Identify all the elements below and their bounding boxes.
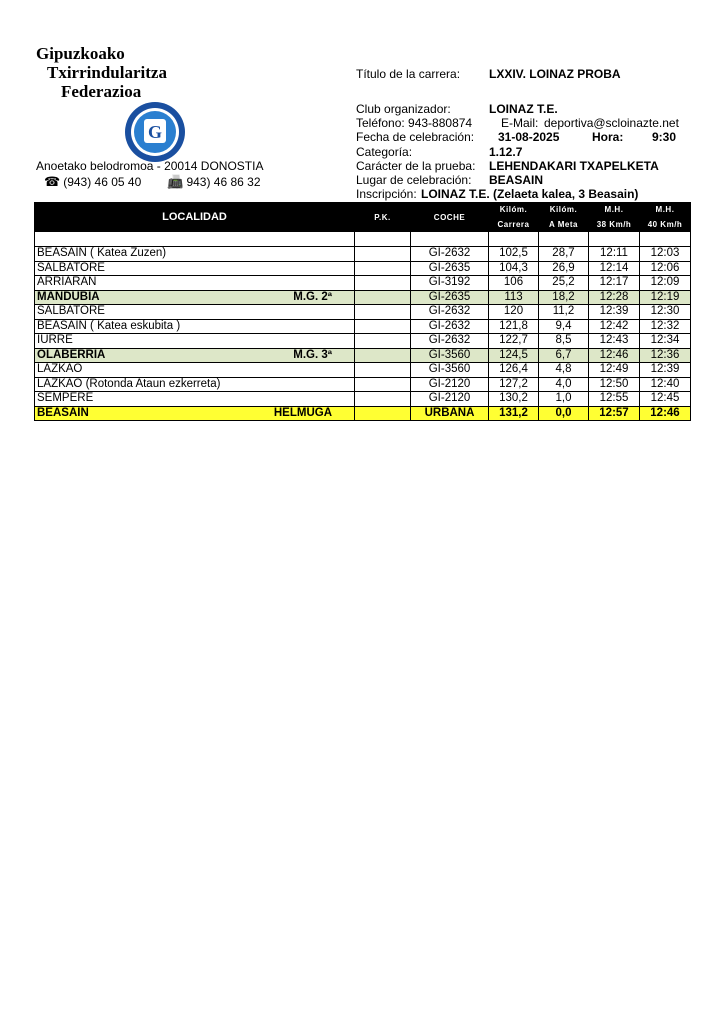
cell-mh40: 12:09 xyxy=(640,276,691,291)
localidad-note: M.G. 2ª xyxy=(293,290,332,303)
header-mh38-1: M.H. xyxy=(589,203,640,218)
cell-km-carrera: 130,2 xyxy=(489,392,539,407)
cell-km-meta: 26,9 xyxy=(539,261,589,276)
cell-mh40: 12:19 xyxy=(640,290,691,305)
title-value: LXXIV. LOINAZ PROBA xyxy=(489,67,621,81)
localidad-name: BEASAIN ( Katea Zuzen) xyxy=(37,247,167,260)
fax-number: 943) 46 86 32 xyxy=(186,175,261,189)
table-row xyxy=(35,276,691,291)
table-row xyxy=(35,305,691,320)
cell-localidad xyxy=(35,363,355,378)
hour-label: Hora: xyxy=(592,130,624,144)
cell-mh38: 12:50 xyxy=(589,377,640,392)
cell-km-carrera: 127,2 xyxy=(489,377,539,392)
cell-km-meta: 0,0 xyxy=(539,406,589,421)
cell-mh40: 12:34 xyxy=(640,334,691,349)
cell-pk xyxy=(355,377,411,392)
category-value: 1.12.7 xyxy=(489,145,523,159)
cell-localidad xyxy=(35,348,355,363)
cell-km-carrera: 131,2 xyxy=(489,406,539,421)
cell-coche: GI-2120 xyxy=(411,377,489,392)
cell-km-meta: 8,5 xyxy=(539,334,589,349)
cell-km-meta: 28,7 xyxy=(539,247,589,262)
header-mh40-2: 40 Km/h xyxy=(640,217,691,232)
telephone-icon: ☎ xyxy=(44,174,61,189)
phone-contact xyxy=(44,174,141,190)
cell-km-carrera: 106 xyxy=(489,276,539,291)
cell-km-meta: 6,7 xyxy=(539,348,589,363)
club-value: LOINAZ T.E. xyxy=(489,102,558,116)
cell-mh38: 12:39 xyxy=(589,305,640,320)
localidad-name: SALBATORE xyxy=(37,261,105,274)
cell-km-carrera: 126,4 xyxy=(489,363,539,378)
table-header-row xyxy=(35,203,691,218)
cell-mh38: 12:28 xyxy=(589,290,640,305)
table-row xyxy=(35,392,691,407)
localidad-name: LAZKAO (Rotonda Ataun ezkerreta) xyxy=(37,377,221,390)
character-label: Carácter de la prueba: xyxy=(356,159,476,173)
header-km-meta-2: A Meta xyxy=(539,217,589,232)
federation-contacts xyxy=(44,174,261,190)
cell-pk xyxy=(355,348,411,363)
cell-km-carrera: 104,3 xyxy=(489,261,539,276)
cell-km-carrera: 122,7 xyxy=(489,334,539,349)
cell-localidad xyxy=(35,305,355,320)
table-row xyxy=(35,261,691,276)
cell-mh40: 12:32 xyxy=(640,319,691,334)
cell-coche: GI-2120 xyxy=(411,392,489,407)
cell-coche: GI-3560 xyxy=(411,348,489,363)
header-coche: COCHE xyxy=(411,203,489,232)
localidad-name: SALBATORE xyxy=(37,305,105,318)
cell-mh38: 12:14 xyxy=(589,261,640,276)
email-label: E-Mail: xyxy=(501,116,539,130)
cell-mh38: 12:57 xyxy=(589,406,640,421)
cell-pk xyxy=(355,363,411,378)
cell-km-carrera: 121,8 xyxy=(489,319,539,334)
cell-mh40: 12:03 xyxy=(640,247,691,262)
character-value: LEHENDAKARI TXAPELKETA xyxy=(489,159,659,173)
localidad-name: OLABERRIA xyxy=(37,348,106,361)
federation-address: Anoetako belodromoa - 20014 DONOSTIA xyxy=(36,159,264,173)
cell-pk xyxy=(355,247,411,262)
phone-number: (943) 46 05 40 xyxy=(63,175,142,189)
localidad-name: ARRIARAN xyxy=(37,276,97,289)
cell-km-carrera: 124,5 xyxy=(489,348,539,363)
title-label: Título de la carrera: xyxy=(356,67,461,81)
cell-localidad xyxy=(35,406,355,421)
header-pk: P.K. xyxy=(355,203,411,232)
table-row xyxy=(35,319,691,334)
table-row xyxy=(35,348,691,363)
date-value: 31-08-2025 xyxy=(498,130,560,144)
category-label: Categoría: xyxy=(356,145,413,159)
header-mh40-1: M.H. xyxy=(640,203,691,218)
cell-coche: GI-2632 xyxy=(411,305,489,320)
cell-localidad xyxy=(35,392,355,407)
email-value: deportiva@scloinazte.net xyxy=(544,116,679,130)
table-row xyxy=(35,247,691,262)
cell-coche: GI-2632 xyxy=(411,334,489,349)
cell-mh38: 12:46 xyxy=(589,348,640,363)
cell-mh40: 12:06 xyxy=(640,261,691,276)
date-label: Fecha de celebración: xyxy=(356,130,475,144)
localidad-name: BEASAIN ( Katea eskubita ) xyxy=(37,319,181,332)
fax-icon: 📠 xyxy=(167,174,184,189)
cell-localidad xyxy=(35,377,355,392)
localidad-name: LAZKAO xyxy=(37,363,83,376)
federation-name-line3: Federazioa xyxy=(61,82,142,101)
cell-coche: GI-3560 xyxy=(411,363,489,378)
localidad-name: BEASAIN xyxy=(37,406,89,419)
cell-localidad xyxy=(35,247,355,262)
table-body xyxy=(35,232,691,421)
federation-logo xyxy=(124,101,186,163)
cell-mh40: 12:30 xyxy=(640,305,691,320)
club-label: Club organizador: xyxy=(356,102,451,116)
cell-km-meta: 9,4 xyxy=(539,319,589,334)
federation-name-line1: Gipuzkoako xyxy=(36,44,125,63)
cell-coche: GI-2635 xyxy=(411,261,489,276)
place-label: Lugar de celebración: xyxy=(356,173,472,187)
cell-mh38: 12:43 xyxy=(589,334,640,349)
cell-km-meta: 11,2 xyxy=(539,305,589,320)
cell-mh40: 12:36 xyxy=(640,348,691,363)
inscription-label: Inscripción: xyxy=(356,187,417,201)
cell-pk xyxy=(355,276,411,291)
cell-coche: GI-3192 xyxy=(411,276,489,291)
phone-label: Teléfono: 943-880874 xyxy=(356,116,473,130)
cell-localidad xyxy=(35,261,355,276)
cell-mh40: 12:40 xyxy=(640,377,691,392)
localidad-note: HELMUGA xyxy=(273,406,332,419)
cell-mh38: 12:49 xyxy=(589,363,640,378)
cell-mh38: 12:17 xyxy=(589,276,640,291)
cell-coche: URBANA xyxy=(411,406,489,421)
cell-coche: GI-2632 xyxy=(411,247,489,262)
header-km-meta-1: Kilóm. xyxy=(539,203,589,218)
fax-contact xyxy=(167,174,260,190)
cell-km-carrera: 120 xyxy=(489,305,539,320)
cell-km-meta: 4,0 xyxy=(539,377,589,392)
header-km-carrera-2: Carrera xyxy=(489,217,539,232)
cell-mh40: 12:46 xyxy=(640,406,691,421)
inscription-value: LOINAZ T.E. (Zelaeta kalea, 3 Beasain) xyxy=(421,187,639,201)
hour-value: 9:30 xyxy=(652,130,677,144)
cell-localidad xyxy=(35,319,355,334)
cell-km-meta: 4,8 xyxy=(539,363,589,378)
table-row xyxy=(35,290,691,305)
cell-mh40: 12:39 xyxy=(640,363,691,378)
cell-mh38: 12:42 xyxy=(589,319,640,334)
localidad-note: M.G. 3ª xyxy=(293,348,332,361)
cell-pk xyxy=(355,334,411,349)
cell-coche: GI-2632 xyxy=(411,319,489,334)
cell-pk xyxy=(355,319,411,334)
cell-localidad xyxy=(35,290,355,305)
federation-name xyxy=(36,44,167,101)
table-row xyxy=(35,377,691,392)
svg-text:G: G xyxy=(147,122,163,142)
cell-localidad xyxy=(35,276,355,291)
cell-km-carrera: 102,5 xyxy=(489,247,539,262)
cell-pk xyxy=(355,261,411,276)
cell-km-meta: 1,0 xyxy=(539,392,589,407)
cell-pk xyxy=(355,406,411,421)
cell-pk xyxy=(355,392,411,407)
place-value: BEASAIN xyxy=(489,173,544,187)
header-mh38-2: 38 Km/h xyxy=(589,217,640,232)
cell-km-meta: 18,2 xyxy=(539,290,589,305)
cell-coche: GI-2635 xyxy=(411,290,489,305)
localidad-name: SEMPERE xyxy=(37,392,94,405)
itinerary-table xyxy=(34,202,691,421)
table-row xyxy=(35,363,691,378)
cell-pk xyxy=(355,305,411,320)
header-km-carrera-1: Kilóm. xyxy=(489,203,539,218)
cell-localidad xyxy=(35,334,355,349)
cell-mh38: 12:11 xyxy=(589,247,640,262)
cell-mh40: 12:45 xyxy=(640,392,691,407)
localidad-name: MANDUBIA xyxy=(37,290,100,303)
cell-mh38: 12:55 xyxy=(589,392,640,407)
table-row xyxy=(35,334,691,349)
cell-km-carrera: 113 xyxy=(489,290,539,305)
federation-name-line2: Txirrindularitza xyxy=(47,63,167,82)
cell-pk xyxy=(355,290,411,305)
localidad-name: IURRE xyxy=(37,334,73,347)
cell-km-meta: 25,2 xyxy=(539,276,589,291)
table-row xyxy=(35,406,691,421)
header-localidad: LOCALIDAD xyxy=(35,203,355,232)
empty-row xyxy=(35,232,691,247)
